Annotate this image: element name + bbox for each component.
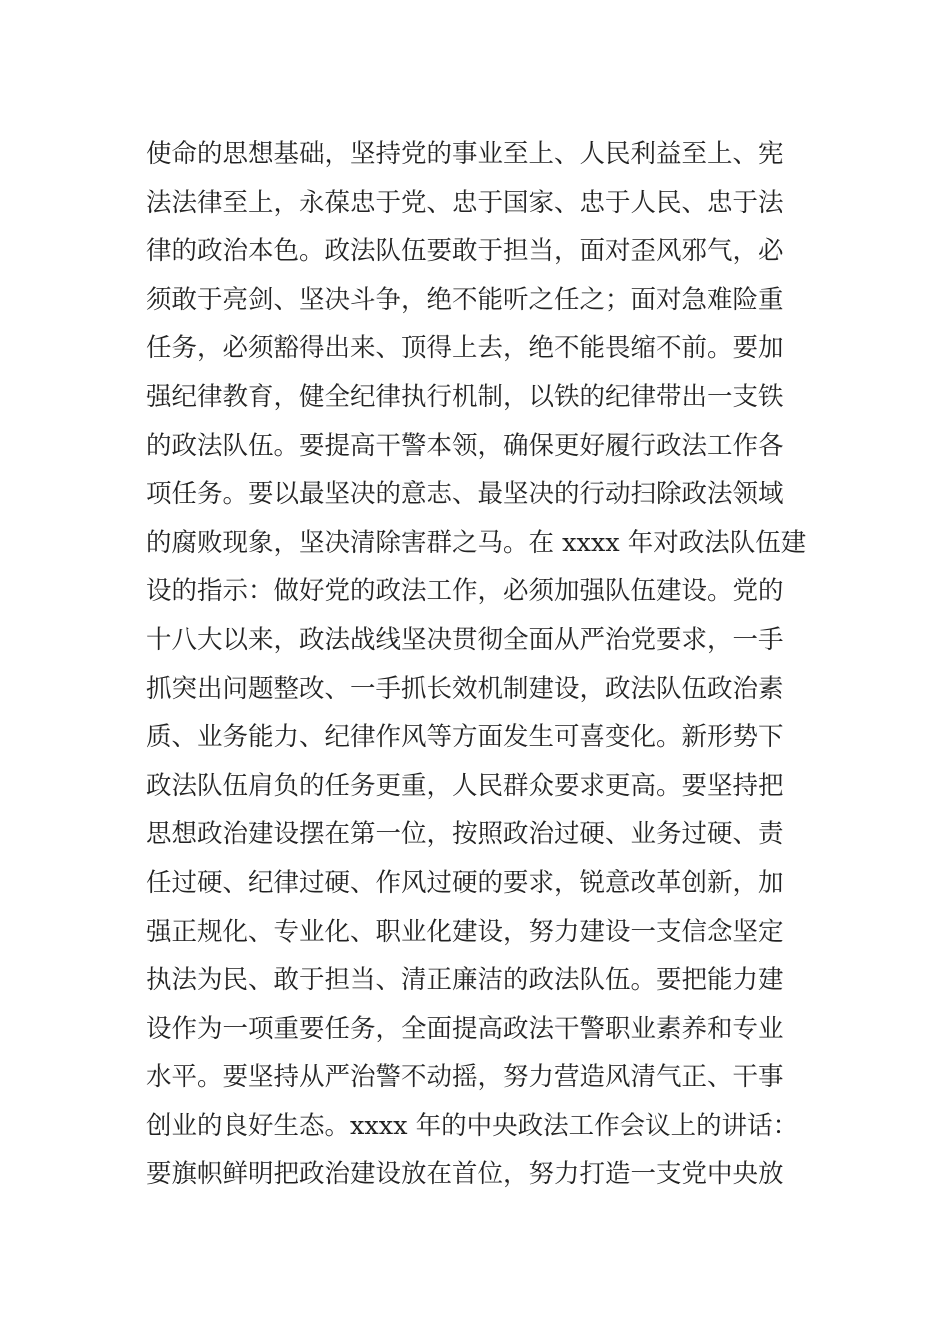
text-line: 质、业务能力、纪律作风等方面发生可喜变化。新形势下 [146,722,784,753]
text-line: 项任务。要以最坚决的意志、最坚决的行动扫除政法领域 [146,479,784,510]
text-line: 须敢于亮剑、坚决斗争，绝不能听之任之；面对急难险重 [146,284,784,315]
text-line: 使命的思想基础，坚持党的事业至上、人民利益至上、宪 [146,139,784,169]
text-line: 强纪律教育，健全纪律执行机制，以铁的纪律带出一支铁 [146,381,784,412]
text-line: 法法律至上，永葆忠于党、忠于国家、忠于人民、忠于法 [146,187,784,218]
body-paragraph [146,130,806,1199]
text-line: 政法队伍肩负的任务更重，人民群众要求更高。要坚持把 [146,770,784,801]
text-line: 律的政治本色。政法队伍要敢于担当，面对歪风邪气，必 [146,236,784,267]
text-line: 任务，必须豁得出来、顶得上去，绝不能畏缩不前。要加 [146,333,784,364]
text-line: 十八大以来，政法战线坚决贯彻全面从严治党要求，一手 [146,624,784,655]
text-line: 强正规化、专业化、职业化建设，努力建设一支信念坚定 [146,916,784,947]
text-line: 要旗帜鲜明把政治建设放在首位，努力打造一支党中央放 [146,1159,784,1190]
text-line: 思想政治建设摆在第一位，按照政治过硬、业务过硬、责 [146,819,784,850]
text-line: 抓突出问题整改、一手抓长效机制建设，政法队伍政治素 [146,673,784,704]
text-line: 的政法队伍。要提高干警本领，确保更好履行政法工作各 [146,430,784,461]
text-line: 任过硬、纪律过硬、作风过硬的要求，锐意改革创新，加 [146,867,784,898]
text-line: 执法为民、敢于担当、清正廉洁的政法队伍。要把能力建 [146,965,784,996]
text-line: 设作为一项重要任务，全面提高政法干警职业素养和专业 [146,1013,784,1044]
text-line: 水平。要坚持从严治警不动摇，努力营造风清气正、干事 [146,1062,784,1093]
text-line: 设的指示：做好党的政法工作，必须加强队伍建设。党的 [146,576,784,607]
text-line: 的腐败现象，坚决清除害群之马。在 xxxx 年对政法队伍建 [146,527,806,558]
text-line: 创业的良好生态。xxxx 年的中央政法工作会议上的讲话： [146,1110,799,1141]
